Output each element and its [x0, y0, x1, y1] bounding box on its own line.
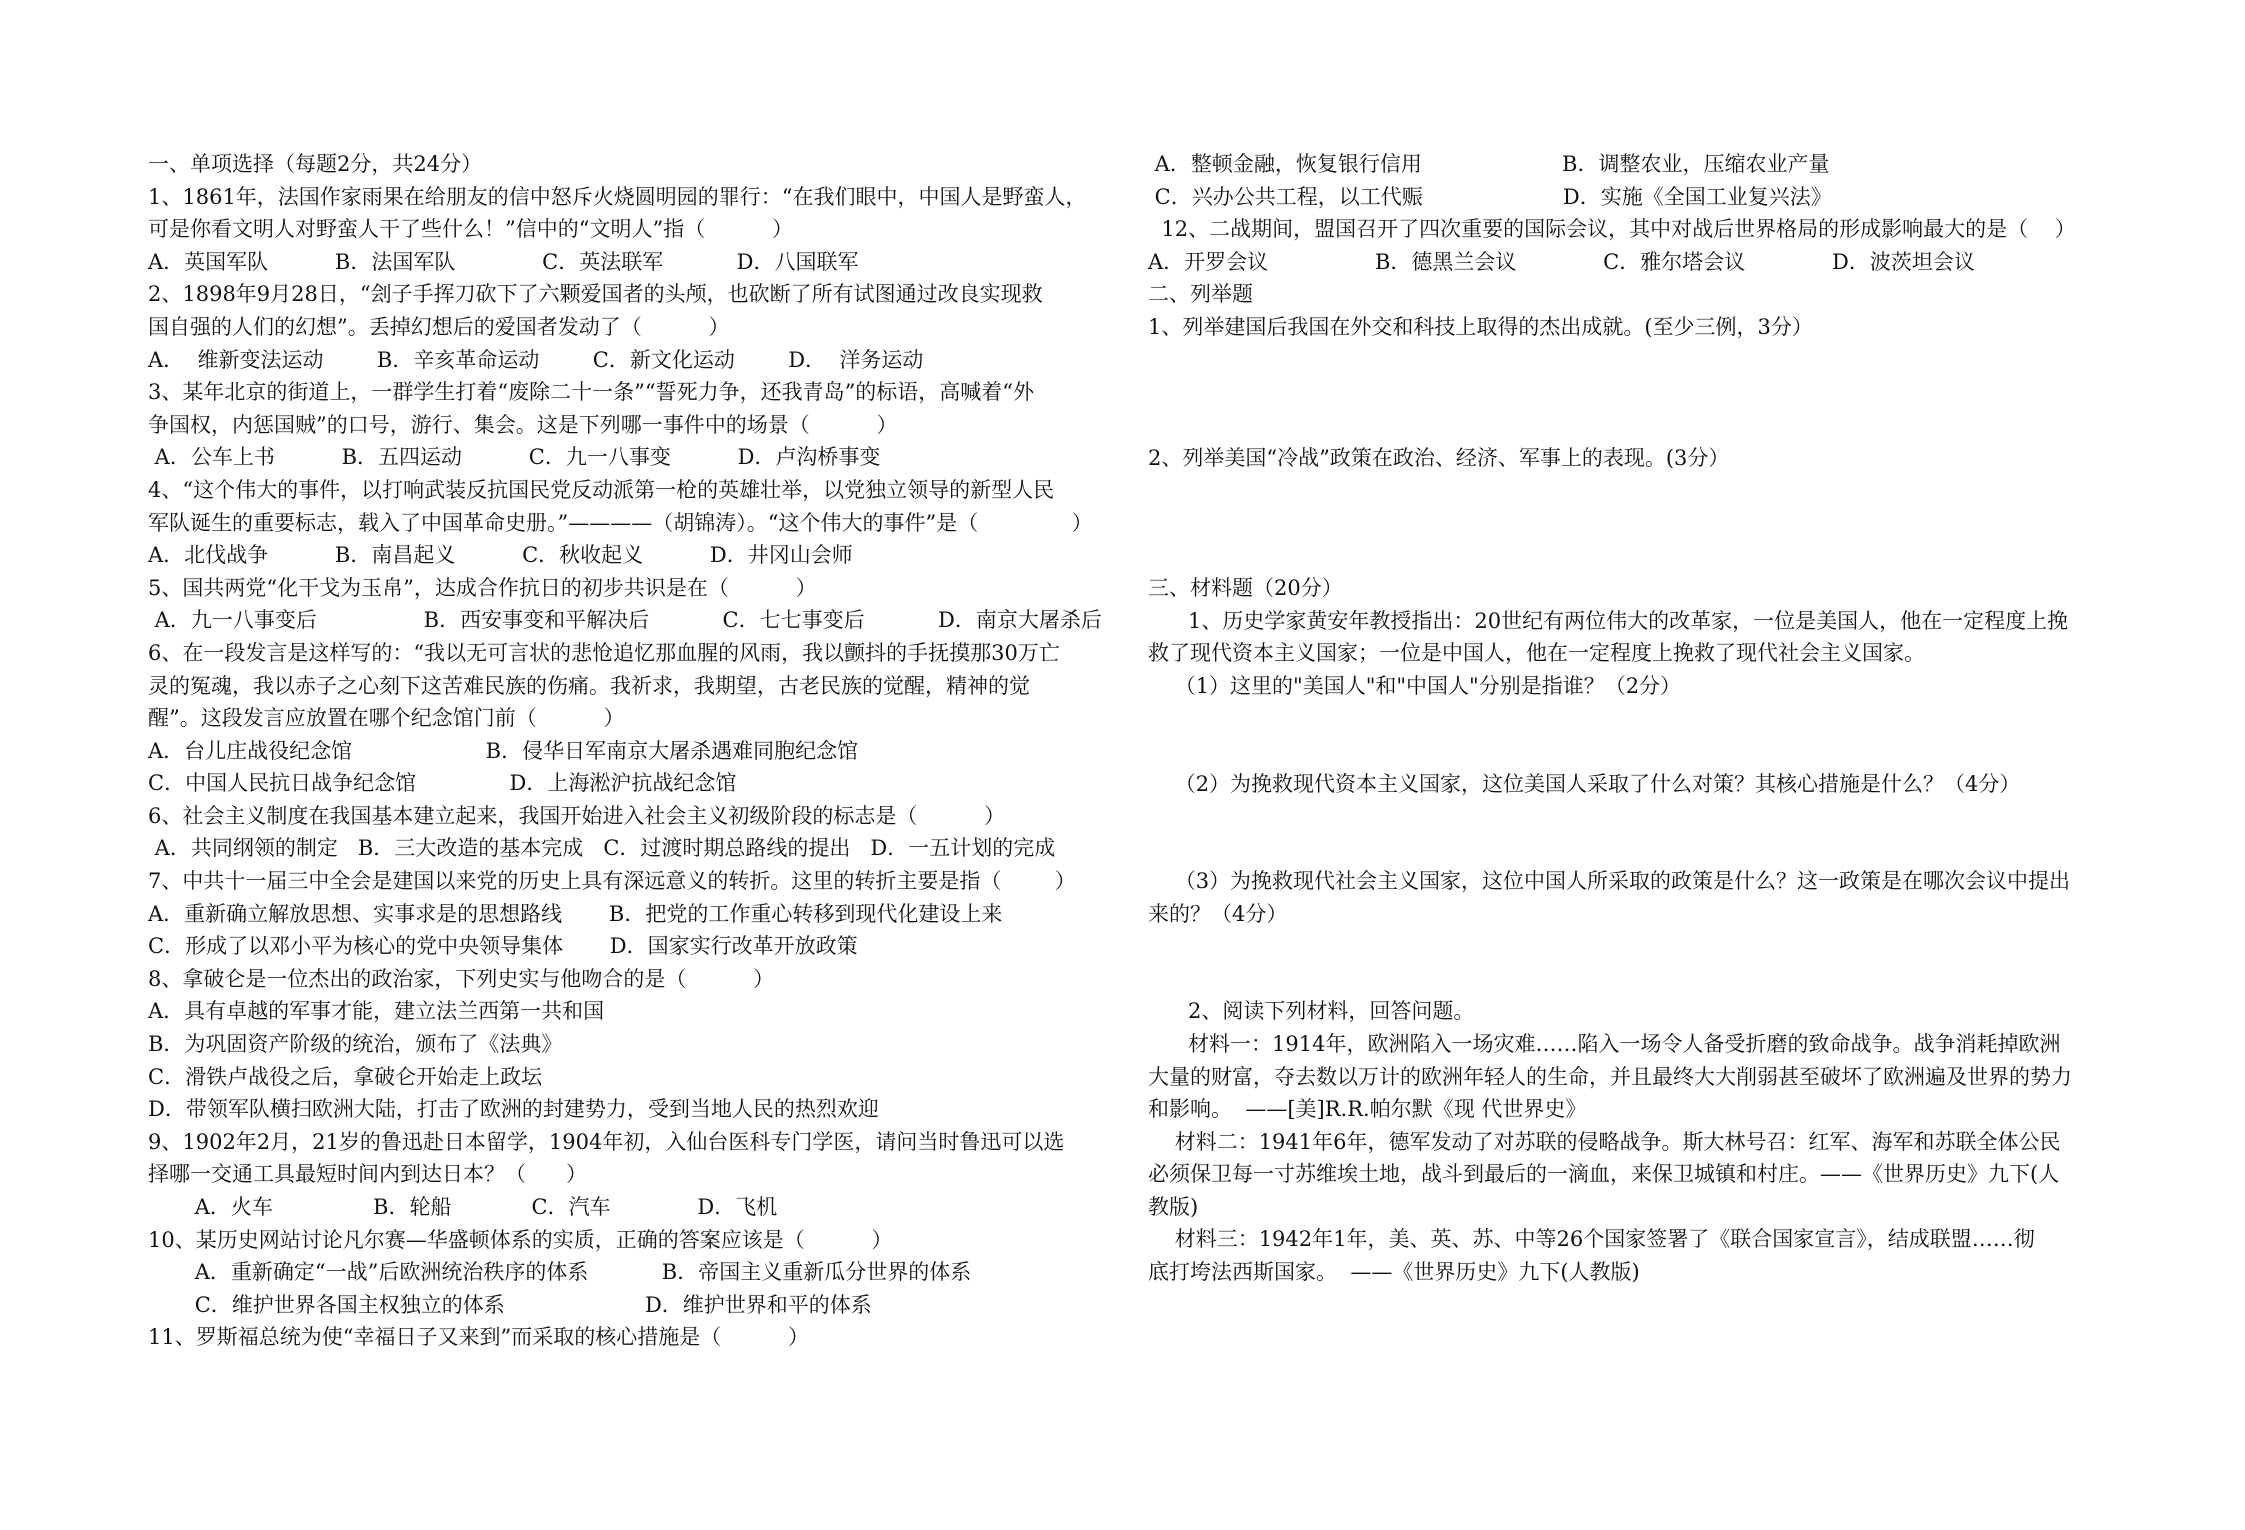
left-line: B．为巩固资产阶级的统治，颁布了《法典》: [148, 1032, 563, 1057]
left-line: 6、在一段发言是这样写的：“我以无可言状的悲怆追忆那血腥的风雨，我以颤抖的手抚摸那30万亡: [148, 640, 1060, 665]
left-line: 可是你看文明人对野蛮人干了些什么！”信中的“文明人”指（ ）: [148, 217, 793, 242]
list-question-1: 1、列举建国后我国在外交和科技上取得的杰出成就。(至少三例，3分）: [1148, 314, 1813, 339]
left-line: 11、罗斯福总统为使“幸福日子又来到”而采取的核心措施是（ ）: [148, 1325, 809, 1350]
material-2-source-2-line-1: 材料二：1941年6年，德军发动了对苏联的侵略战争。斯大林号召：红军、海军和苏联全体公民: [1148, 1129, 2061, 1154]
left-line: 军队诞生的重要标志，载入了中国革命史册。”————（胡锦涛）。“这个伟大的事件”是（ ）: [148, 510, 1093, 535]
left-line: A．北伐战争 B．南昌起义 C．秋收起义 D．井冈山会师: [148, 543, 853, 568]
left-line: 国自强的人们的幻想”。丢掉幻想后的爱国者发动了（ ）: [148, 314, 730, 339]
left-line: 3、某年北京的街道上，一群学生打着“废除二十一条”“誓死力争，还我青岛”的标语，高喊着“外: [148, 380, 1035, 405]
answer-space: [1148, 344, 2108, 442]
material-1-intro-line-1: 1、历史学家黄安年教授指出：20世纪有两位伟大的改革家，一位是美国人，他在一定程度上挽: [1148, 608, 2069, 633]
material-1-intro-line-2: 救了现代资本主义国家；一位是中国人，他在一定程度上挽救了现代社会主义国家。: [1148, 641, 1925, 666]
right-column: [1148, 148, 2108, 1289]
left-line: 醒”。这段发言应放置在哪个纪念馆门前（ ）: [148, 706, 625, 731]
material-2-source-3-line-2: 底打垮法西斯国家。 ——《世界历史》九下(人教版): [1148, 1260, 1640, 1285]
question-12-options: A．开罗会议 B．德黑兰会议 C．雅尔塔会议 D．波茨坦会议: [1148, 249, 1975, 274]
left-line: C．中国人民抗日战争纪念馆 D．上海淞沪抗战纪念馆: [148, 771, 737, 796]
left-line: A．公车上书 B．五四运动 C．九一八事变 D．卢沟桥事变: [148, 445, 881, 470]
left-line: D．带领军队横扫欧洲大陆，打击了欧洲的封建势力，受到当地人民的热烈欢迎: [148, 1097, 879, 1122]
left-line: A．共同纲领的制定 B．三大改造的基本完成 C．过渡时期总路线的提出 D．一五计划的完成: [148, 836, 1056, 861]
left-line: A．火车 B．轮船 C．汽车 D．飞机: [148, 1195, 778, 1219]
material-2-source-1-line-3: 和影响。 ——[美]R.R.帕尔默《现 代世界史》: [1148, 1097, 1587, 1122]
left-line: 6、社会主义制度在我国基本建立起来，我国开始进入社会主义初级阶段的标志是（ ）: [148, 803, 1006, 828]
material-2-source-1-line-2: 大量的财富，夺去数以万计的欧洲年轻人的生命，并且最终大大削弱甚至破坏了欧洲遍及世界的势力: [1148, 1064, 2072, 1089]
material-2-source-2-line-2: 必须保卫每一寸苏维埃土地，战斗到最后的一滴血，来保卫城镇和村庄。——《世界历史》九下(人: [1148, 1162, 2060, 1187]
answer-space: [1148, 930, 2108, 995]
left-line: 7、中共十一届三中全会是建国以来党的历史上具有深远意义的转折。这里的转折主要是指（ ）: [148, 869, 1076, 894]
left-line: 9、1902年2月，21岁的鲁迅赴日本留学，1904年初，入仙台医科专门学医，请问当时鲁迅可以选: [148, 1129, 1065, 1154]
material-1-question-2: （2）为挽救现代资本主义国家，这位美国人采取了什么对策？其核心措施是什么？（4分）: [1148, 771, 2021, 796]
material-2-source-1-line-1: 材料一：1914年，欧洲陷入一场灾难……陷入一场令人备受折磨的致命战争。战争消耗掉欧洲: [1148, 1031, 2061, 1056]
left-line: A．重新确立解放思想、实事求是的思想路线 B．把党的工作重心转移到现代化建设上来: [148, 901, 1003, 926]
left-line: C．滑铁卢战役之后，拿破仑开始走上政坛: [148, 1064, 543, 1089]
left-line: 5、国共两党“化干戈为玉帛”，达成合作抗日的初步共识是在（ ）: [148, 575, 817, 600]
left-line: C．形成了以邓小平为核心的党中央领导集体 D．国家实行改革开放政策: [148, 934, 858, 959]
left-line: A．台儿庄战役纪念馆 B．侵华日军南京大屠杀遇难同胞纪念馆: [148, 738, 859, 763]
left-line: A． 维新变法运动 B．辛亥革命运动 C．新文化运动 D． 洋务运动: [148, 347, 924, 372]
left-line: 一、单项选择（每题2分，共24分）: [148, 152, 483, 176]
left-line: A．重新确定“一战”后欧洲统治秩序的体系 B．帝国主义重新瓜分世界的体系: [148, 1260, 972, 1285]
material-2-source-2-line-3: 教版): [1148, 1194, 1199, 1219]
left-line: 4、“这个伟大的事件，以打响武装反抗国民党反动派第一枪的英雄壮举，以党独立领导的新型人民: [148, 477, 1055, 502]
left-line: C．维护世界各国主权独立的体系 D．维护世界和平的体系: [148, 1292, 872, 1317]
answer-space: [1148, 474, 2108, 572]
section-3-title: 三、材料题（20分）: [1148, 576, 1343, 601]
left-line: 10、某历史网站讨论凡尔赛—华盛顿体系的实质，正确的答案应该是（ ）: [148, 1227, 893, 1252]
material-2-intro: 2、阅读下列材料，回答问题。: [1148, 999, 1475, 1024]
question-12: 12、二战期间，盟国召开了四次重要的国际会议，其中对战后世界格局的形成影响最大的是（ ）: [1148, 217, 2076, 242]
left-line: 2、1898年9月28日，“刽子手挥刀砍下了六颗爱国者的头颅，也砍断了所有试图通过改良实现救: [148, 282, 1043, 307]
left-line: A．具有卓越的军事才能，建立法兰西第一共和国: [148, 999, 605, 1024]
answer-space: [1148, 800, 2108, 865]
answer-space: [1148, 703, 2108, 768]
left-line: 1、1861年，法国作家雨果在给朋友的信中怒斥火烧圆明园的罪行：“在我们眼中，中国人是野蛮人，: [148, 184, 1087, 209]
left-line: A．英国军队 B．法国军队 C．英法联军 D．八国联军: [148, 249, 859, 274]
left-column: [148, 148, 1108, 1354]
section-2-title: 二、列举题: [1148, 282, 1253, 307]
q11-options-row-1: A．整顿金融，恢复银行信用 B．调整农业，压缩农业产量: [1148, 152, 1830, 176]
left-line: 8、拿破仑是一位杰出的政治家，下列史实与他吻合的是（ ）: [148, 966, 775, 991]
q11-options-row-2: C．兴办公共工程，以工代赈 D．实施《全国工业复兴法》: [1148, 184, 1832, 209]
material-2-source-3-line-1: 材料三：1942年1年，美、英、苏、中等26个国家签署了《联合国家宣言》，结成联盟……彻: [1148, 1227, 2035, 1252]
material-1-question-1: （1）这里的"美国人"和"中国人"分别是指谁？（2分）: [1148, 673, 1682, 698]
list-question-2: 2、列举美国“冷战”政策在政治、经济、军事上的表现。(3分）: [1148, 445, 1730, 470]
left-line: 灵的冤魂，我以赤子之心刻下这苦难民族的伤痛。我祈求，我期望，古老民族的觉醒，精神的觉: [148, 673, 1030, 698]
left-line: A．九一八事变后 B．西安事变和平解决后 C．七七事变后 D．南京大屠杀后: [148, 608, 1102, 633]
material-1-question-3-line-2: 来的？（4分）: [1148, 901, 1288, 926]
material-1-question-3-line-1: （3）为挽救现代社会主义国家，这位中国人所采取的政策是什么？这一政策是在哪次会议中提出: [1148, 869, 2071, 894]
left-line: 争国权，内惩国贼”的口号，游行、集会。这是下列哪一事件中的场景（ ）: [148, 412, 898, 437]
left-line: 择哪一交通工具最短时间内到达日本？（ ）: [148, 1162, 588, 1187]
